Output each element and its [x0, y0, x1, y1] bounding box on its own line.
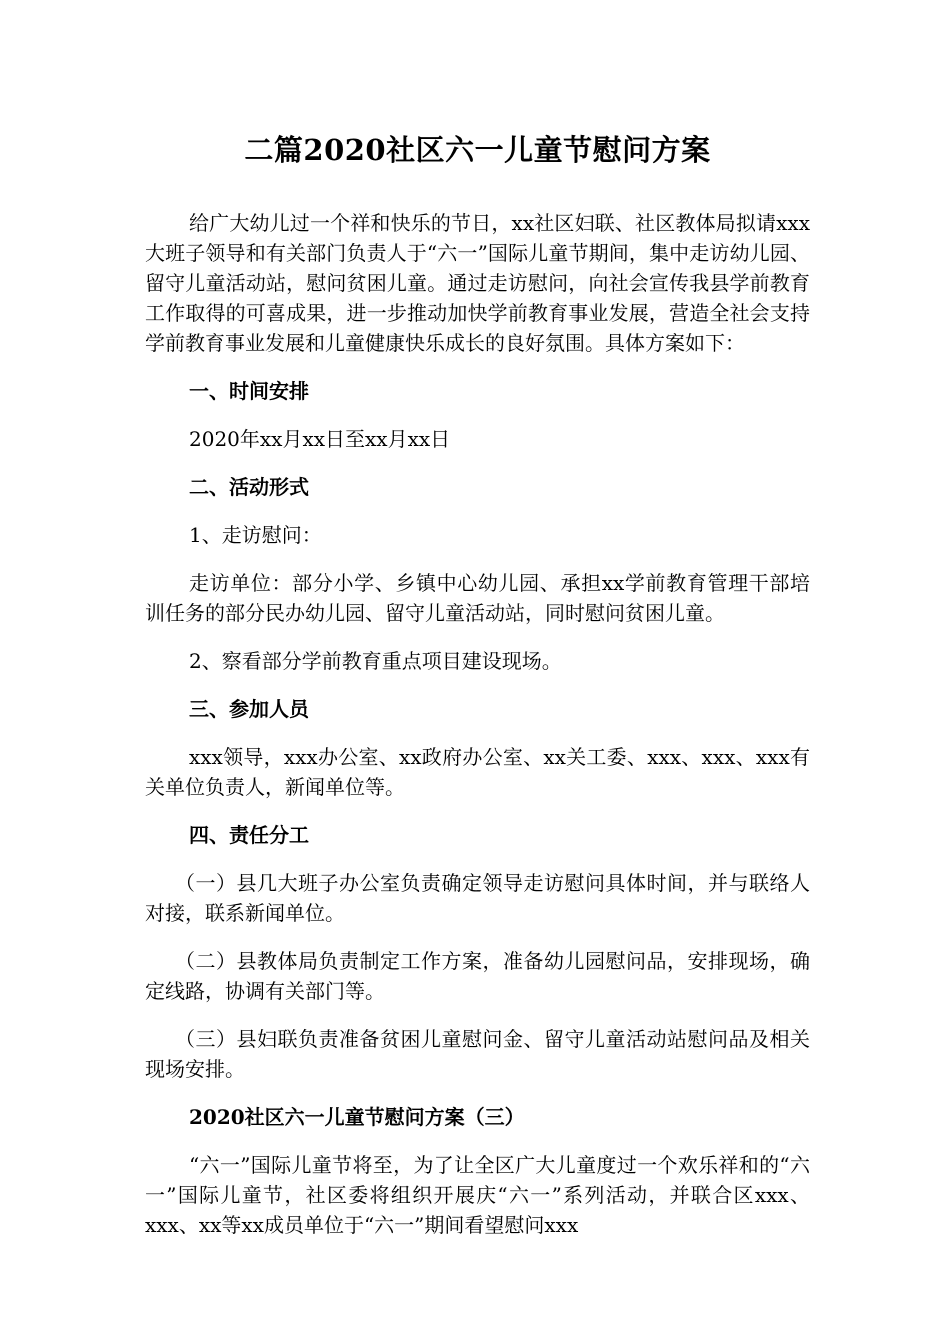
part3-intro: “六一”国际儿童节将至，为了让全区广大儿童度过一个欢乐祥和的“六一”国际儿童节，社区委将组织开展庆“六一”系列活动，并联合区xxx、xxx、xx等xx成员单位于“六一”期间看望慰问xxx — [145, 1153, 810, 1237]
section-heading-responsibility: 四、责任分工 — [189, 823, 309, 847]
section-heading-activity: 二、活动形式 — [189, 475, 309, 499]
section-heading-time: 一、时间安排 — [189, 379, 309, 403]
activity-item-1: 1、走访慰问： — [189, 523, 322, 547]
responsibility-item-3: （三）县妇联负责准备贫困儿童慰问金、留守儿童活动站慰问品及相关现场安排。 — [145, 1027, 810, 1081]
document-title: 二篇2020社区六一儿童节慰问方案 — [244, 133, 711, 167]
intro-paragraph: 给广大幼儿过一个祥和快乐的节日，xx社区妇联、社区教体局拟请xxx大班子领导和有关部门负责人于“六一”国际儿童节期间，集中走访幼儿园、留守儿童活动站，慰问贫困儿童。通过走访慰问，向社会宣传我县学前教育工作取得的可喜成果，进一步推动加快学前教育事业发展，营造全社会支持学前教育事业发展和儿童健康快乐成长的良好氛围。具体方案如下： — [145, 211, 810, 355]
responsibility-item-2: （二）县教体局负责制定工作方案，准备幼儿园慰问品，安排现场，确定线路，协调有关部门等。 — [145, 949, 810, 1003]
participants-paragraph: xxx领导，xxx办公室、xx政府办公室、xx关工委、xxx、xxx、xxx有关单位负责人，新闻单位等。 — [145, 745, 810, 799]
document-page — [145, 128, 810, 1258]
responsibility-item-1: （一）县几大班子办公室负责确定领导走访慰问具体时间，并与联络人对接，联系新闻单位。 — [145, 871, 810, 925]
part3-title: 2020社区六一儿童节慰问方案（三） — [189, 1105, 525, 1129]
section-heading-participants: 三、参加人员 — [189, 697, 309, 721]
time-paragraph: 2020年xx月xx日至xx月xx日 — [189, 427, 451, 451]
activity-item-2: 2、察看部分学前教育重点项目建设现场。 — [189, 649, 562, 673]
activity-item-1-text: 走访单位：部分小学、乡镇中心幼儿园、承担xx学前教育管理干部培训任务的部分民办幼儿园、留守儿童活动站，同时慰问贫困儿童。 — [145, 571, 810, 625]
